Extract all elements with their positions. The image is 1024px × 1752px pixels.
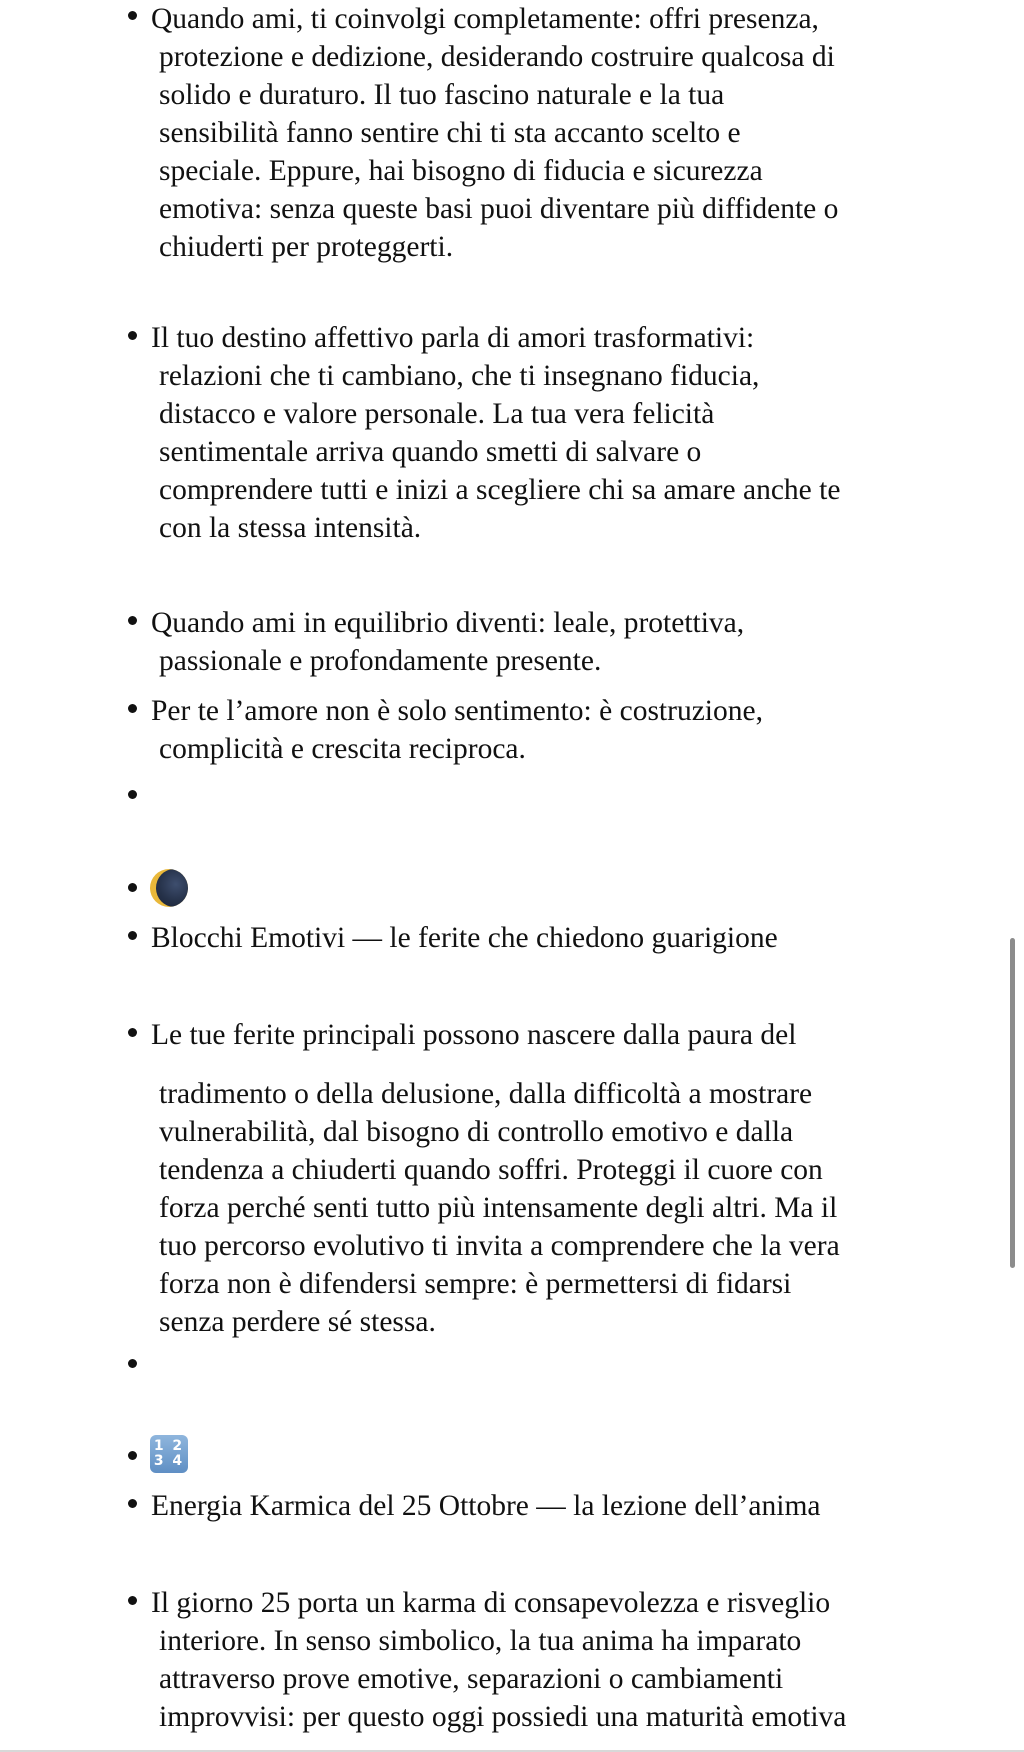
bullet-icon [128, 790, 137, 799]
paragraph-emotional-wounds-continued [151, 1075, 941, 1341]
bullet-icon [128, 331, 137, 340]
text-line: tradimento o della delusione, dalla difficoltà a mostrare [159, 1078, 813, 1110]
text-line: Quando ami, ti coinvolgi completamente: offri presenza, [151, 3, 819, 35]
bullet-icon [128, 1596, 137, 1605]
bullet-icon [128, 704, 137, 713]
moon-icon [150, 869, 188, 907]
text-line: Per te l’amore non è solo sentimento: è costruzione, [151, 695, 763, 727]
text-line: Il giorno 25 porta un karma di consapevolezza e risveglio [151, 1587, 831, 1619]
text-line: forza perché senti tutto più intensamente degli altri. Ma il [159, 1192, 838, 1224]
paragraph-balance [151, 604, 941, 680]
text-line: improvvisi: per questo oggi possiedi una maturità emotiva [159, 1701, 847, 1733]
paragraph-affective-destiny [151, 319, 941, 547]
text-line: solido e duraturo. Il tuo fascino naturale e la tua [159, 79, 725, 111]
text-line: sentimentale arriva quando smetti di salvare o [159, 436, 702, 468]
text-line: complicità e crescita reciproca. [159, 733, 526, 765]
text-line: relazioni che ti cambiano, che ti insegnano fiducia, [159, 360, 760, 392]
bullet-icon [128, 1451, 137, 1460]
section-heading-karmic-energy [151, 1487, 941, 1525]
section-heading-emotional-blocks [151, 919, 941, 957]
bullet-icon [128, 1028, 137, 1037]
numbers-icon-top: 1 2 [153, 1438, 185, 1454]
bullet-icon [128, 883, 137, 892]
text-line: attraverso prove emotive, separazioni o cambiamenti [159, 1663, 784, 1695]
text-line: Le tue ferite principali possono nascere dalla paura del [151, 1019, 797, 1051]
scrollbar[interactable] [1008, 0, 1020, 1752]
text-line: chiuderti per proteggerti. [159, 231, 454, 263]
text-line: protezione e dedizione, desiderando costruire qualcosa di [159, 41, 835, 73]
text-line: tuo percorso evolutivo ti invita a comprendere che la vera [159, 1230, 840, 1262]
text-line: speciale. Eppure, hai bisogno di fiducia e sicurezza [159, 155, 763, 187]
text-line: con la stessa intensità. [159, 512, 422, 544]
paragraph-love-involvement [151, 0, 941, 266]
bullet-icon [128, 1499, 137, 1508]
text-line: forza non è difendersi sempre: è permettersi di fidarsi [159, 1268, 792, 1300]
text-line: Il tuo destino affettivo parla di amori trasformativi: [151, 322, 755, 354]
text-line: emotiva: senza queste basi puoi diventare più diffidente o [159, 193, 839, 225]
text-line: interiore. In senso simbolico, la tua anima ha imparato [159, 1625, 802, 1657]
scrollbar-thumb[interactable] [1010, 938, 1015, 1268]
heading-text: Blocchi Emotivi — le ferite che chiedono guarigione [151, 922, 778, 954]
bullet-icon [128, 931, 137, 940]
text-line: Quando ami in equilibrio diventi: leale, protettiva, [151, 607, 745, 639]
paragraph-day-25 [151, 1584, 941, 1736]
text-line: distacco e valore personale. La tua vera felicità [159, 398, 715, 430]
text-line: passionale e profondamente presente. [159, 645, 602, 677]
numbers-icon [150, 1435, 188, 1473]
text-line: sensibilità fanno sentire chi ti sta accanto scelto e [159, 117, 741, 149]
text-line: senza perdere sé stessa. [159, 1306, 436, 1338]
bullet-icon [128, 11, 137, 20]
heading-text: Energia Karmica del 25 Ottobre — la lezione dell’anima [151, 1490, 821, 1522]
text-line: tendenza a chiuderti quando soffri. Proteggi il cuore con [159, 1154, 823, 1186]
bullet-icon [128, 616, 137, 625]
paragraph-emotional-wounds [151, 1016, 941, 1054]
bullet-icon [128, 1359, 137, 1368]
text-line: vulnerabilità, dal bisogno di controllo emotivo e dalla [159, 1116, 794, 1148]
text-line: comprendere tutti e inizi a scegliere chi sa amare anche te [159, 474, 841, 506]
numbers-icon-bottom: 3 4 [153, 1453, 185, 1469]
paragraph-love-meaning [151, 692, 941, 768]
